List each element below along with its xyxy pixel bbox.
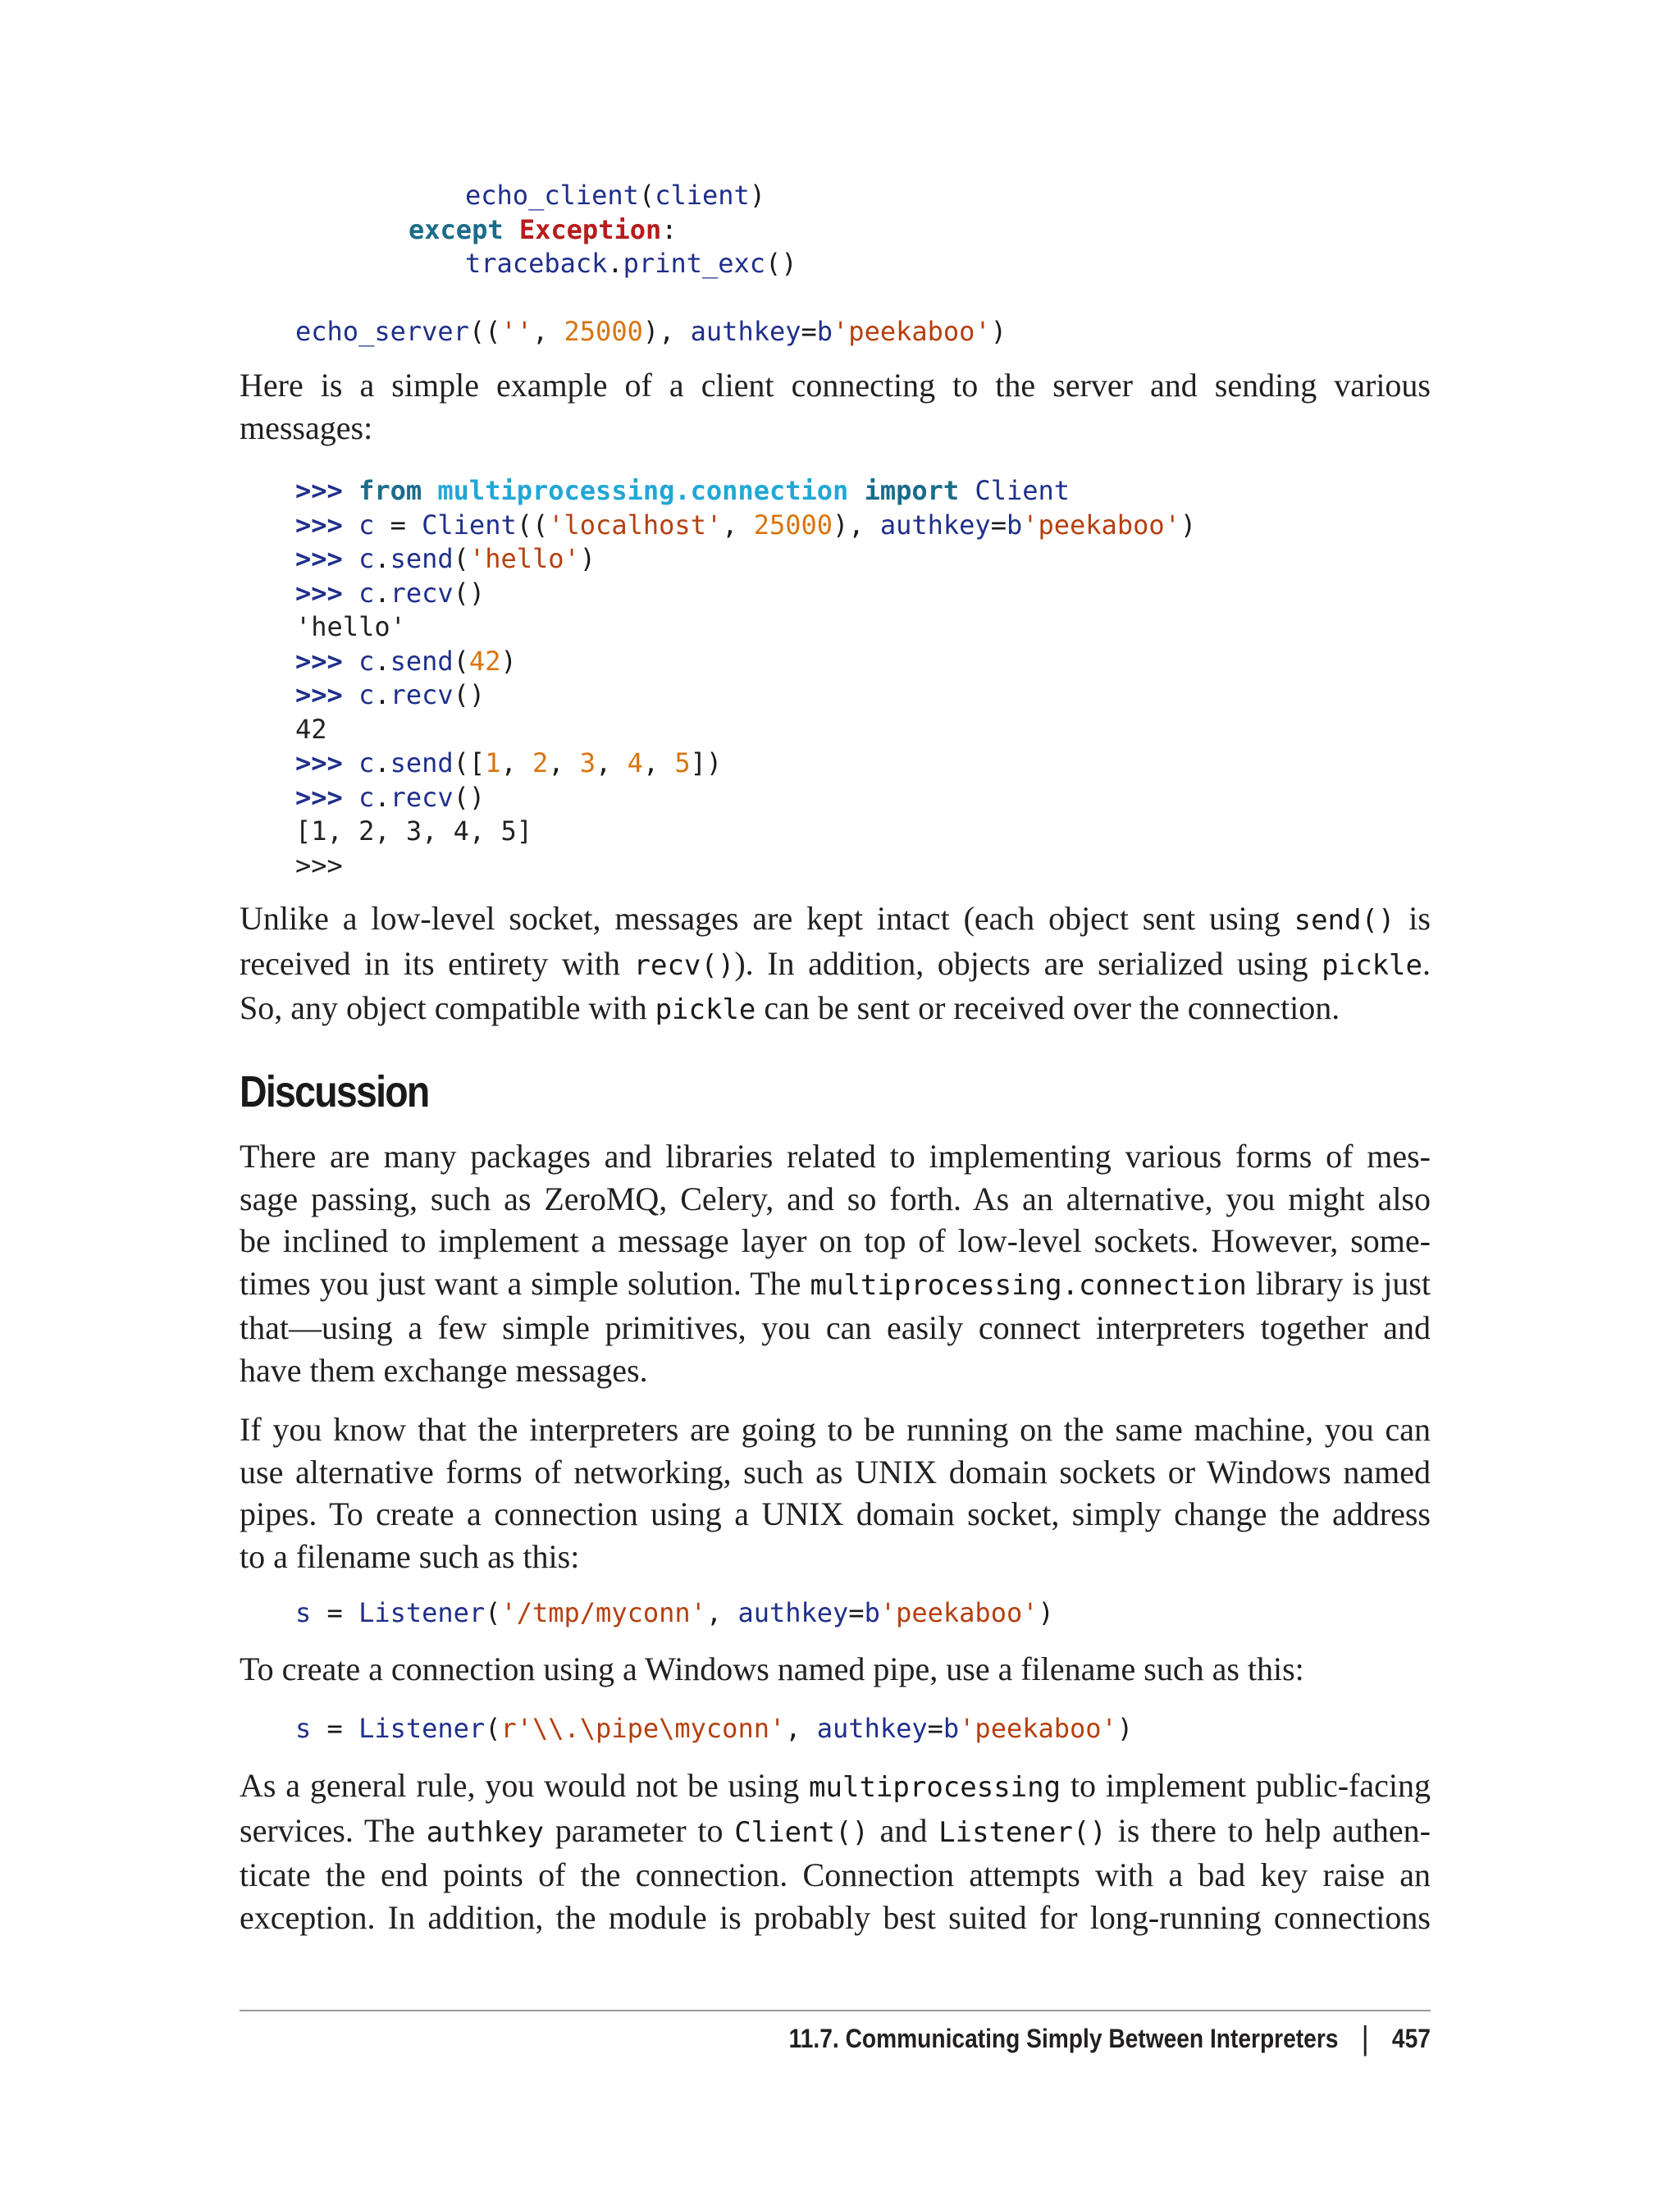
code-token: Listener [358, 1597, 486, 1628]
code-token: s [295, 1597, 312, 1628]
inline-code: send() [1294, 904, 1395, 937]
code-token: b [864, 1597, 880, 1628]
code-token: ( [485, 1713, 501, 1744]
text-run: can be sent or received over the connection. [756, 989, 1340, 1026]
text-line: be inclined to implement a message layer on top of low-level sockets. However, some- [240, 1222, 1431, 1259]
paragraph-general-rule [240, 1764, 1431, 1938]
code-token: send [390, 543, 454, 574]
code-listener-pipe [295, 1712, 1133, 1746]
code-line [295, 678, 1196, 713]
text-run: times you just want a simple solution. The [240, 1264, 810, 1302]
inline-code: pickle [1322, 948, 1422, 982]
code-prompt: >>> [295, 475, 343, 506]
code-token: c [358, 781, 375, 813]
code-number: 42 [468, 645, 501, 677]
text-run: So, any object compatible with [240, 989, 655, 1026]
code-line [295, 645, 1196, 679]
text-line: To create a connection using a Windows named pipe, use a filename such as this: [240, 1650, 1304, 1687]
paragraph-message-intact [240, 897, 1431, 1032]
code-token: c [358, 543, 375, 574]
code-line [295, 213, 1007, 248]
code-token: c [358, 679, 375, 710]
code-token: , [596, 747, 628, 778]
inline-code: recv() [633, 948, 735, 982]
text-line [240, 1262, 1431, 1308]
code-prompt: >>> [295, 781, 343, 813]
code-token: (( [516, 509, 549, 541]
text-line [240, 943, 1431, 988]
code-token: ) [500, 645, 517, 677]
code-output: 42 [295, 713, 327, 745]
code-keyword: except [409, 213, 504, 245]
code-token: ) [749, 180, 766, 211]
code-token: authkey [737, 1597, 849, 1628]
code-output: >>> [295, 849, 343, 881]
code-output: [1, 2, 3, 4, 5] [295, 815, 532, 847]
code-token: . [374, 781, 390, 813]
text-run: Unlike a low-level socket, messages are kept intact (each object sent using [240, 900, 1294, 937]
code-token: ), [642, 316, 691, 347]
code-token: = [374, 509, 422, 541]
code-token: = [801, 316, 817, 347]
code-string: r [500, 1713, 517, 1744]
code-token: () [453, 577, 486, 609]
code-token: ]) [690, 747, 723, 778]
code-token: b [816, 316, 833, 347]
footer-section-title: 11.7. Communicating Simply Between Interpreters [788, 2023, 1339, 2053]
code-token: c [358, 509, 375, 541]
code-token: ) [990, 316, 1007, 347]
text-run: . [1422, 944, 1431, 982]
paragraph-discussion [240, 1135, 1431, 1391]
text-run: received in its entirety with [240, 944, 634, 982]
code-token: () [765, 248, 797, 279]
code-line [295, 781, 1196, 815]
code-number: 25000 [753, 509, 833, 541]
code-line [295, 542, 1196, 577]
inline-code: pickle [655, 993, 756, 1026]
code-token: , [705, 1597, 738, 1628]
code-token: () [453, 781, 486, 813]
code-token: . [374, 645, 390, 677]
code-string: 'peekaboo' [1022, 509, 1180, 541]
paragraph-windows-pipe [240, 1648, 1431, 1691]
code-token: authkey [816, 1713, 928, 1744]
text-line: that—using a few simple primitives, you can easily connect interpreters together and [240, 1309, 1431, 1346]
code-token: authkey [690, 316, 801, 347]
code-token: echo_client [465, 180, 639, 211]
inline-code: multiprocessing.connection [810, 1268, 1247, 1302]
code-line [295, 315, 1007, 349]
code-token: authkey [879, 509, 991, 541]
code-string: 'peekaboo' [833, 316, 991, 347]
code-token: , [500, 747, 532, 778]
code-token: ( [453, 645, 469, 677]
code-token: c [358, 645, 375, 677]
code-keyword: import [864, 475, 960, 506]
code-token: , [532, 316, 564, 347]
code-token: traceback [465, 248, 608, 279]
code-token: s [295, 1713, 312, 1744]
code-token: c [358, 577, 375, 609]
text-run: library is just [1246, 1264, 1431, 1302]
code-token: Client [975, 475, 1071, 506]
code-string: 'peekaboo' [959, 1713, 1117, 1744]
code-keyword: from [358, 475, 422, 506]
code-token: Client [422, 509, 517, 541]
text-line [240, 1764, 1431, 1810]
code-string: 'hello' [468, 543, 580, 574]
code-token: c [358, 747, 375, 778]
code-prompt: >>> [295, 645, 343, 677]
text-line: There are many packages and libraries related to implementing various forms of mes- [240, 1138, 1431, 1175]
code-prompt: >>> [295, 679, 343, 710]
code-token: recv [390, 781, 454, 813]
code-token: Listener [358, 1713, 486, 1744]
code-token: . [374, 543, 390, 574]
code-number: 3 [579, 747, 596, 778]
text-run: services. The [240, 1811, 427, 1849]
text-line: sage passing, such as ZeroMQ, Celery, and so forth. As an alternative, you might also [240, 1180, 1431, 1217]
code-block-echo-server [295, 179, 1007, 349]
code-line [295, 746, 1196, 781]
code-prompt: >>> [295, 747, 343, 778]
paragraph-unix-sockets [240, 1408, 1431, 1577]
code-number: 1 [485, 747, 501, 778]
code-line-blank [295, 281, 1007, 316]
code-token: . [374, 679, 390, 710]
code-token: = [927, 1713, 943, 1744]
code-token: b [1006, 509, 1023, 541]
code-token: , [722, 509, 754, 541]
footer-separator: | [1361, 2020, 1369, 2057]
code-prompt: >>> [295, 509, 343, 541]
text-line: use alternative forms of networking, such as UNIX domain sockets or Windows named [240, 1453, 1431, 1491]
inline-code: authkey [426, 1815, 545, 1849]
text-line: exception. In addition, the module is probably best suited for long-running connections [240, 1898, 1431, 1936]
code-number: 4 [627, 747, 643, 778]
code-token: print_exc [623, 248, 766, 279]
code-token: = [990, 509, 1007, 541]
text-line: Here is a simple example of a client connecting to the server and sending various [240, 367, 1431, 404]
code-module: multiprocessing.connection [437, 475, 849, 506]
code-token: ( [485, 1597, 501, 1628]
code-number: 25000 [564, 316, 643, 347]
code-token: recv [390, 577, 454, 609]
code-output: 'hello' [295, 611, 406, 642]
text-line: to a filename such as this: [240, 1537, 580, 1575]
code-token: , [548, 747, 580, 778]
code-token: . [374, 577, 390, 609]
code-string: '\\.\pipe\myconn' [516, 1713, 786, 1744]
code-string: '/tmp/myconn' [500, 1597, 706, 1628]
code-token: ( [453, 543, 469, 574]
text-run: is [1395, 900, 1431, 937]
code-string: '' [500, 316, 532, 347]
section-heading: Discussion [240, 1067, 429, 1116]
code-exception: Exception [518, 213, 662, 245]
code-prompt: >>> [295, 543, 343, 574]
text-line: have them exchange messages. [240, 1351, 648, 1389]
code-token: (( [468, 316, 501, 347]
text-line: ticate the end points of the connection. Connection attempts with a bad key raise an [240, 1856, 1431, 1893]
page-number: 457 [1392, 2023, 1431, 2053]
code-token: ), [833, 509, 880, 541]
text-run: ). In addition, objects are serialized using [734, 944, 1322, 982]
inline-code: Listener() [938, 1815, 1107, 1849]
code-line [295, 577, 1196, 611]
code-token: , [642, 747, 675, 778]
code-token: = [311, 1597, 359, 1628]
code-token: ) [579, 543, 596, 574]
code-token: send [390, 645, 454, 677]
code-string: 'localhost' [548, 509, 723, 541]
code-token: : [661, 213, 678, 245]
code-line [295, 1712, 1133, 1746]
code-token: , [785, 1713, 817, 1744]
text-run: to implement public-facing [1061, 1767, 1431, 1804]
code-listener-unix [295, 1596, 1054, 1631]
text-line [240, 1810, 1431, 1855]
code-block-client-session [295, 474, 1196, 883]
code-string: 'peekaboo' [879, 1597, 1039, 1628]
code-line [295, 474, 1196, 509]
text-line: messages: [240, 409, 373, 446]
code-token: ) [1038, 1597, 1054, 1628]
code-token: ) [1180, 509, 1197, 541]
code-token: echo_server [295, 316, 469, 347]
inline-code: Client() [734, 1815, 869, 1849]
code-line [295, 247, 1007, 281]
text-line [240, 897, 1431, 943]
text-run: As a general rule, you would not be using [240, 1767, 810, 1804]
code-token: send [390, 747, 454, 778]
code-token: ) [1116, 1713, 1134, 1744]
paragraph-intro-client [240, 364, 1431, 449]
code-token: b [943, 1713, 960, 1744]
code-token: . [607, 248, 623, 279]
code-line [295, 509, 1196, 543]
code-token: recv [390, 679, 454, 710]
code-token: = [848, 1597, 865, 1628]
code-line [295, 179, 1007, 213]
code-token: = [311, 1713, 359, 1744]
code-token: client [655, 180, 750, 211]
text-line: pipes. To create a connection using a UNIX domain socket, simply change the address [240, 1495, 1431, 1532]
inline-code: multiprocessing [809, 1771, 1061, 1804]
footer-rule [240, 2010, 1431, 2011]
code-prompt: >>> [295, 577, 343, 609]
text-line: If you know that the interpreters are going to be running on the same machine, you can [240, 1411, 1431, 1448]
text-run: is there to help authen- [1106, 1811, 1431, 1849]
text-run: and [868, 1811, 939, 1849]
code-number: 5 [674, 747, 691, 778]
code-line [295, 1596, 1054, 1631]
code-token: ( [638, 180, 655, 211]
text-run: parameter to [544, 1811, 735, 1849]
code-token: () [453, 679, 486, 710]
page-footer [789, 2022, 1431, 2055]
code-number: 2 [532, 747, 549, 778]
code-token: . [374, 747, 390, 778]
code-token: ([ [453, 747, 486, 778]
text-line [240, 987, 1431, 1032]
